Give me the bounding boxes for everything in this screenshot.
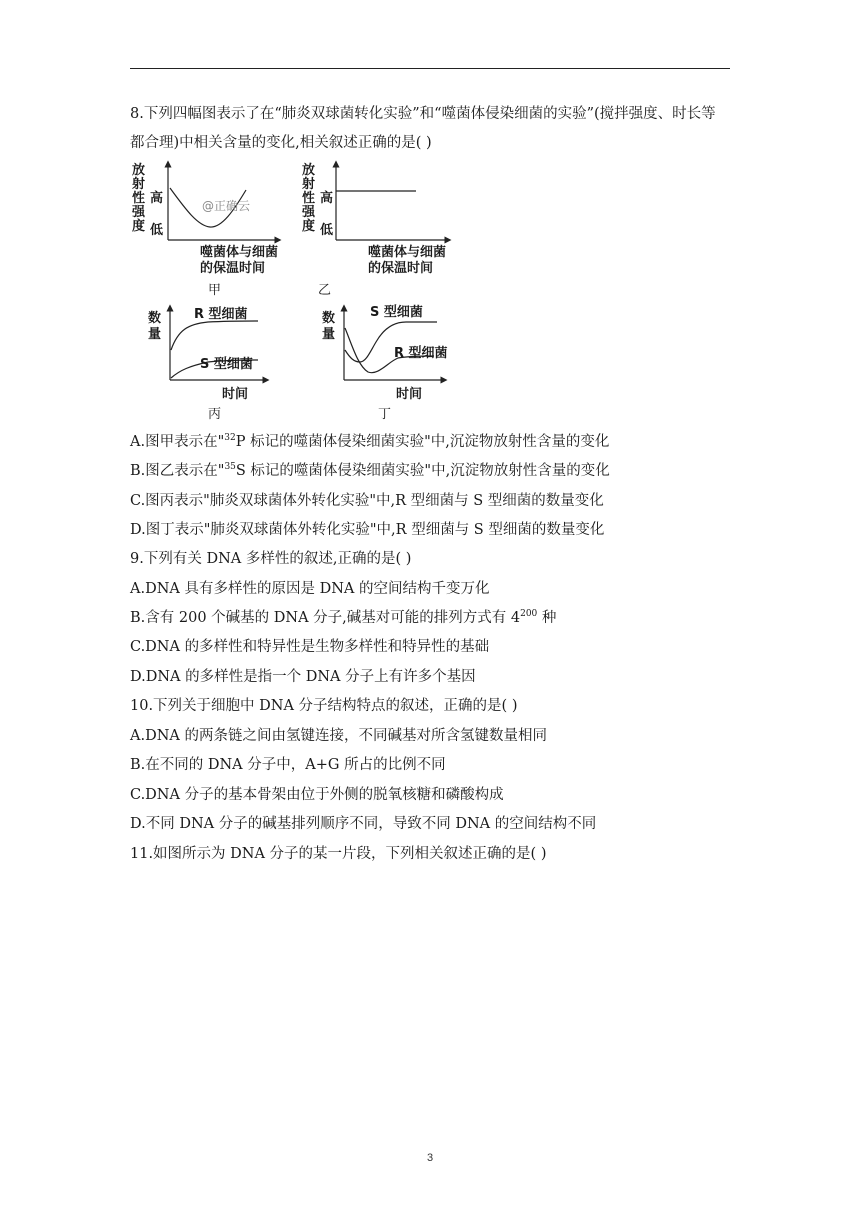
bing-label-s: S 型细菌 [200, 357, 253, 372]
ding-label-s: S 型细菌 [370, 305, 423, 320]
q8-stem-line2: 都合理)中相关含量的变化,相关叙述正确的是( ) [130, 135, 432, 151]
q9-option-c: C.DNA 的多样性和特异性是生物多样性和特异性的基础 [130, 639, 490, 655]
jia-ylabel-4: 度 [132, 219, 146, 234]
ding-ylabel-1: 量 [322, 327, 336, 342]
yi-ylabel-2: 性 [302, 191, 316, 206]
bing-label-r: R 型细菌 [194, 307, 248, 322]
yi-ylabel-1: 射 [302, 177, 316, 192]
figure-bing [148, 300, 298, 425]
q9-option-b: B.含有 200 个碱基的 DNA 分子,碱基对可能的排列方式有 $4^{200}$ 种 [130, 609, 557, 626]
q9-stem: 9.下列有关 DNA 多样性的叙述,正确的是( ) [130, 551, 412, 567]
yi-ylabel-0: 放 [302, 163, 316, 178]
yi-xlabel-line2: 的保温时间 [368, 261, 434, 276]
q9-option-a: A.DNA 具有多样性的原因是 DNA 的空间结构千变万化 [130, 581, 490, 597]
bing-caption: 丙 [208, 407, 222, 422]
figure-yi [298, 158, 458, 298]
jia-ylabel-0: 放 [132, 163, 146, 178]
bing-xlabel: 时间 [222, 387, 249, 402]
jia-tick-low: 低 [150, 223, 164, 238]
jia-caption: 甲 [208, 283, 222, 298]
q10-option-d: D.不同 DNA 分子的碱基排列顺序不同，导致不同 DNA 的空间结构不同 [130, 816, 597, 832]
q8-option-a: A.图甲表示在"$^{32}$P 标记的噬菌体侵染细菌实验"中,沉淀物放射性含量的变化 [130, 433, 610, 450]
q8-option-d: D.图丁表示"肺炎双球菌体外转化实验"中,R 型细菌与 S 型细菌的数量变化 [130, 522, 605, 538]
jia-ylabel-3: 强 [132, 205, 146, 220]
ding-label-r: R 型细菌 [394, 346, 448, 361]
figure-ding [322, 300, 472, 425]
jia-ylabel-2: 性 [132, 191, 146, 206]
q10-option-b: B.在不同的 DNA 分子中，A+G 所占的比例不同 [130, 757, 446, 773]
q10-option-a: A.DNA 的两条链之间由氢键连接，不同碱基对所含氢键数量相同 [130, 728, 547, 744]
bing-ylabel-1: 量 [148, 327, 162, 342]
ding-caption: 丁 [378, 407, 392, 422]
ding-xlabel: 时间 [396, 387, 423, 402]
jia-xlabel-line2: 的保温时间 [200, 261, 266, 276]
bing-ylabel-0: 数 [148, 311, 162, 326]
ding-ylabel-0: 数 [322, 311, 336, 326]
jia-ylabel-1: 射 [132, 177, 146, 192]
q8-stem-line1: 8.下列四幅图表示了在“肺炎双球菌转化实验”和“噬菌体侵染细菌的实验”(搅拌强度、时长等 [130, 106, 716, 122]
header-rule [130, 68, 730, 69]
yi-ylabel-4: 度 [302, 219, 316, 234]
jia-tick-high: 高 [150, 191, 164, 206]
yi-xlabel-line1: 噬菌体与细菌 [368, 245, 447, 260]
jia-watermark: @正确云 [202, 199, 251, 213]
yi-tick-high: 高 [320, 191, 334, 206]
bing-curve-r [171, 321, 258, 350]
page-number: 3 [426, 1152, 434, 1164]
yi-ylabel-3: 强 [302, 205, 316, 220]
q10-stem: 10.下列关于细胞中 DNA 分子结构特点的叙述，正确的是( ) [130, 698, 518, 714]
q11-stem: 11.如图所示为 DNA 分子的某一片段，下列相关叙述正确的是( ) [130, 846, 547, 862]
jia-xlabel-line1: 噬菌体与细菌 [200, 245, 279, 260]
q8-option-b: B.图乙表示在"$^{35}$S 标记的噬菌体侵染细菌实验"中,沉淀物放射性含量的变化 [130, 462, 610, 479]
yi-caption: 乙 [318, 283, 332, 298]
q8-option-c: C.图丙表示"肺炎双球菌体外转化实验"中,R 型细菌与 S 型细菌的数量变化 [130, 493, 604, 509]
yi-tick-low: 低 [320, 223, 334, 238]
q9-option-d: D.DNA 的多样性是指一个 DNA 分子上有许多个基因 [130, 669, 476, 685]
figure-jia [128, 158, 288, 298]
q10-option-c: C.DNA 分子的基本骨架由位于外侧的脱氧核糖和磷酸构成 [130, 787, 504, 803]
